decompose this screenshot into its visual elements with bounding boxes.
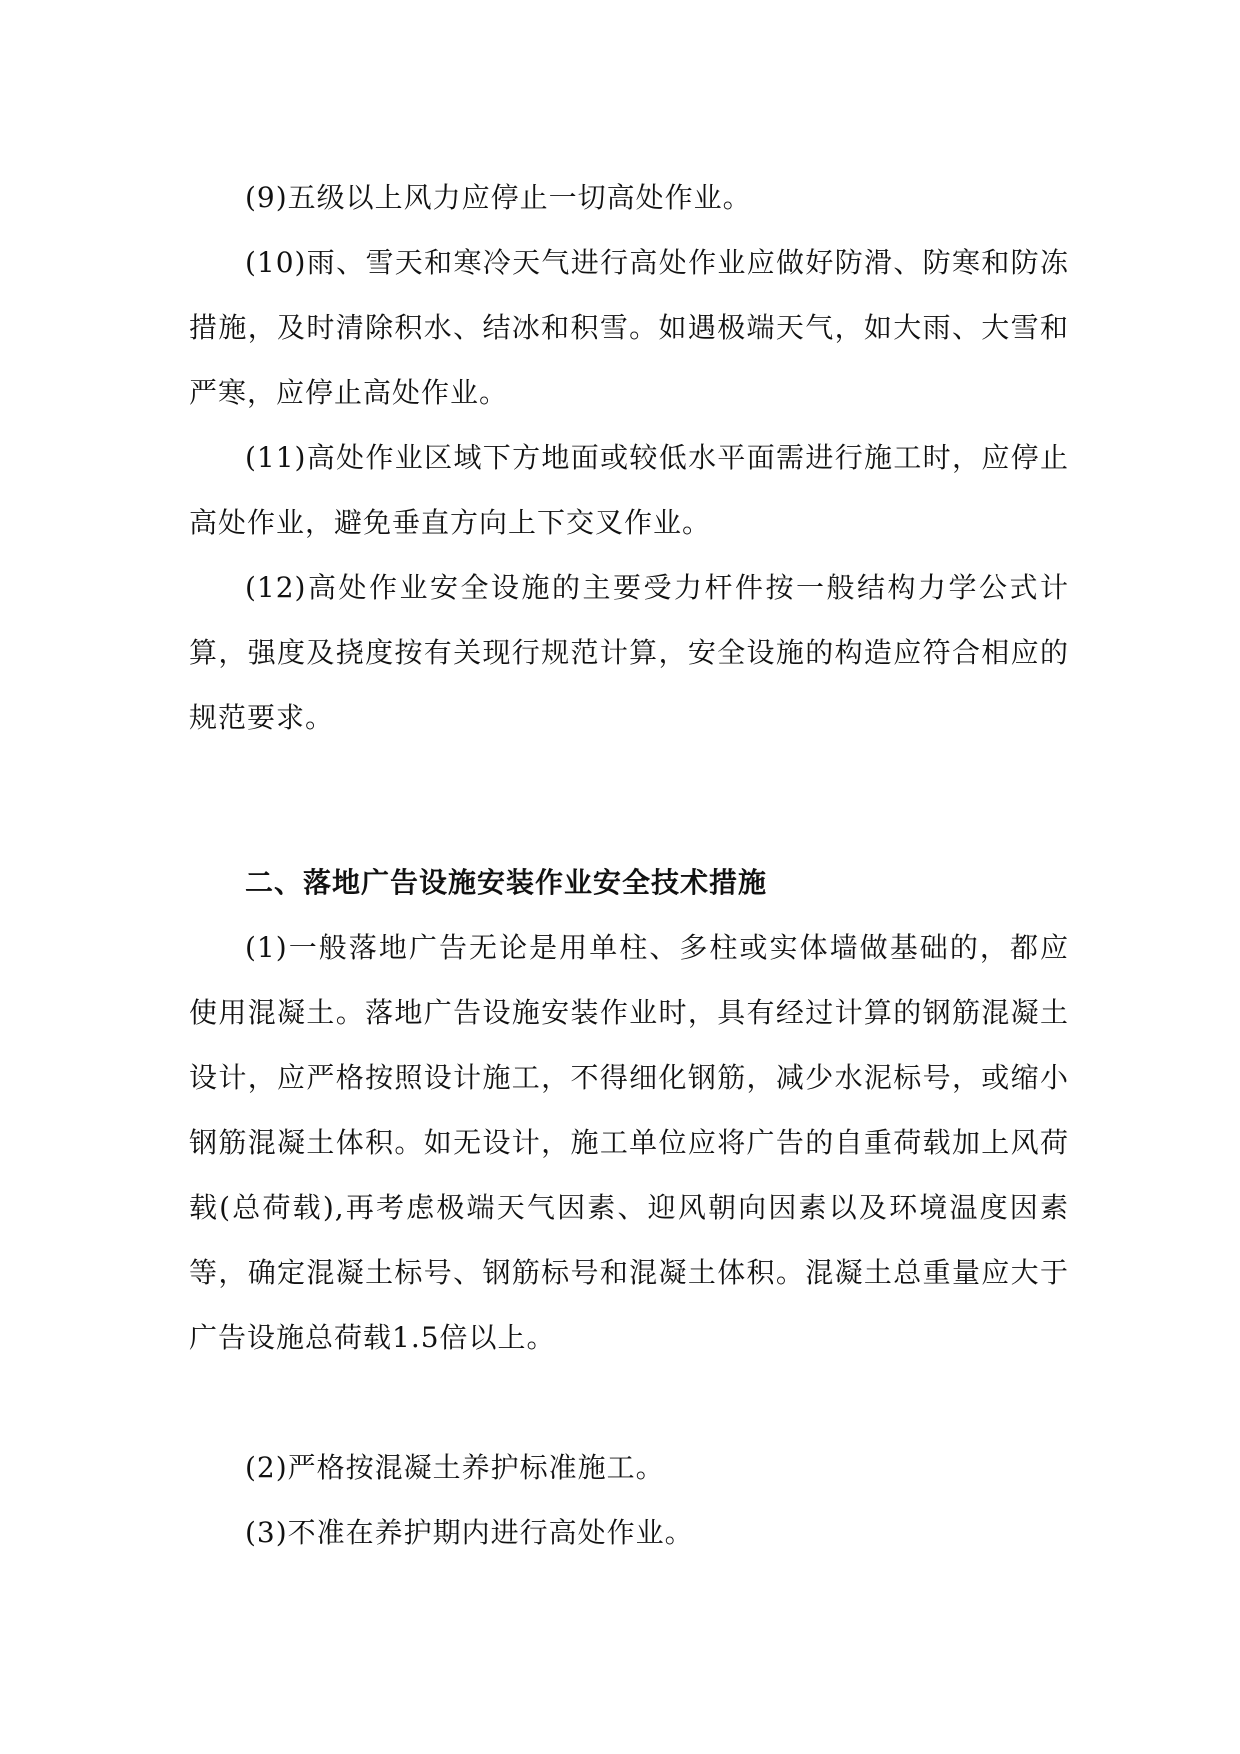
item-12-paragraph: (12)高处作业安全设施的主要受力杆件按一般结构力学公式计算，强度及挠度按有关现行规范计算，安全设施的构造应符合相应的规范要求。	[189, 571, 1069, 734]
item-11-paragraph: (11)高处作业区域下方地面或较低水平面需进行施工时，应停止高处作业，避免垂直方向上下交叉作业。	[189, 441, 1069, 539]
item-10-paragraph: (10)雨、雪天和寒冷天气进行高处作业应做好防滑、防寒和防冻措施，及时清除积水、结冰和积雪。如遇极端天气，如大雨、大雪和严寒，应停止高处作业。	[189, 246, 1069, 409]
item-9-paragraph: (9)五级以上风力应停止一切高处作业。	[245, 181, 752, 214]
section-heading: 二、落地广告设施安装作业安全技术措施	[245, 866, 768, 899]
item-2-paragraph: (2)严格按混凝土养护标准施工。	[245, 1451, 665, 1484]
item-3-paragraph: (3)不准在养护期内进行高处作业。	[245, 1516, 694, 1549]
item-1-paragraph: (1)一般落地广告无论是用单柱、多柱或实体墙做基础的，都应使用混凝土。落地广告设施安装作业时，具有经过计算的钢筋混凝土设计，应严格按照设计施工，不得细化钢筋，减少水泥标号，或缩小钢筋混凝土体积。如无设计，施工单位应将广告的自重荷载加上风荷载(总荷载),再考虑极端天气因素、迎风朝向因素以及环境温度因素等，确定混凝土标号、钢筋标号和混凝土体积。混凝土总重量应大于广告设施总荷载1.5倍以上。	[189, 931, 1069, 1354]
